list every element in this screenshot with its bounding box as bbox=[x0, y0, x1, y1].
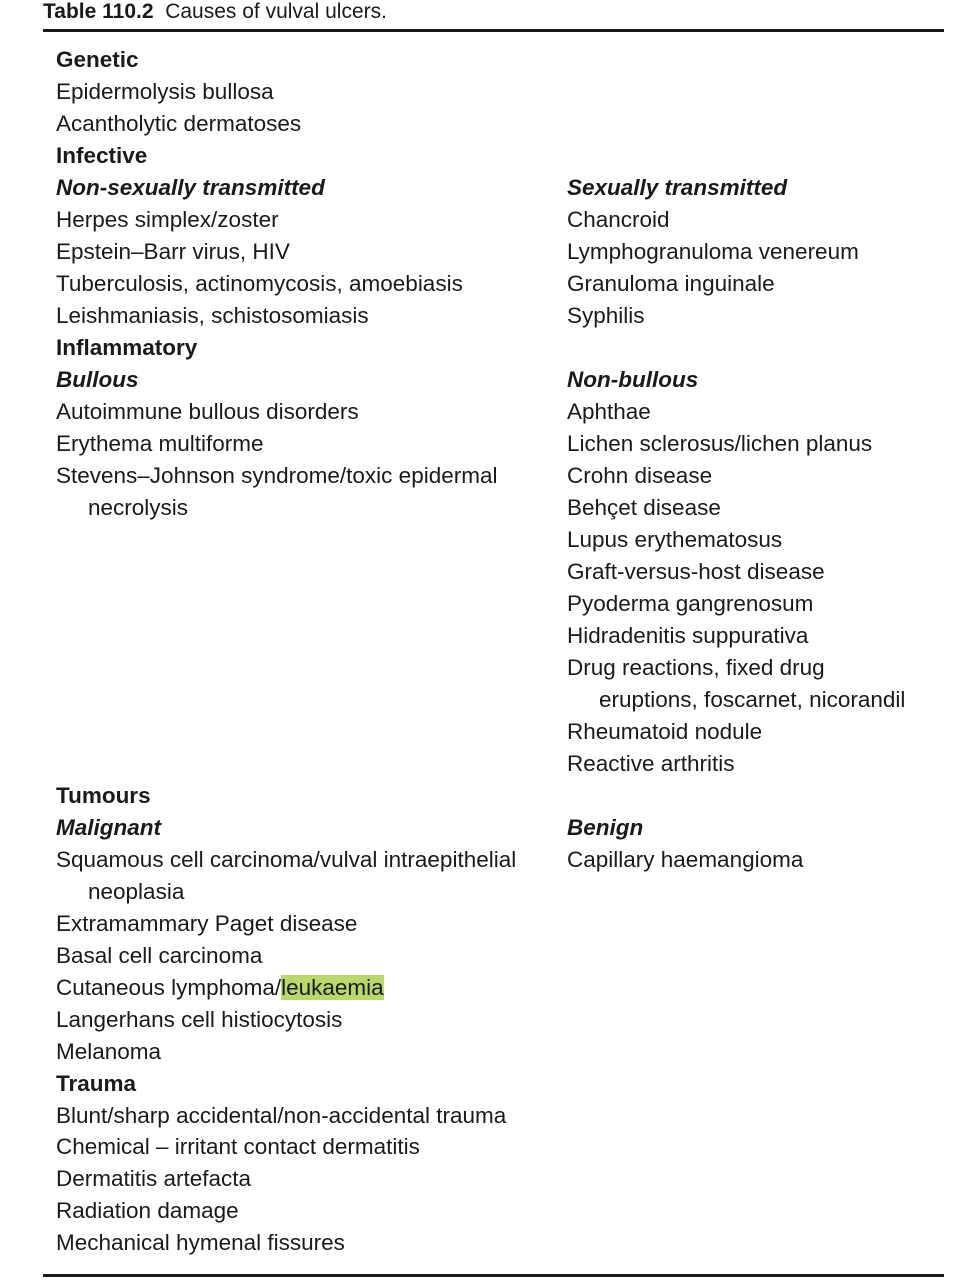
subheading-non-bullous: Non-bullous bbox=[567, 367, 699, 392]
list-item-continuation: necrolysis bbox=[88, 495, 189, 520]
list-item: Aphthae bbox=[567, 399, 651, 424]
list-item: Lupus erythematosus bbox=[567, 527, 783, 552]
list-item: Squamous cell carcinoma/vulval intraepithelial bbox=[56, 847, 517, 872]
list-item: Blunt/sharp accidental/non-accidental trauma bbox=[56, 1103, 507, 1128]
list-item: Rheumatoid nodule bbox=[567, 719, 763, 744]
list-item: Tuberculosis, actinomycosis, amoebiasis bbox=[56, 271, 463, 296]
list-item: Extramammary Paget disease bbox=[56, 911, 358, 936]
heading-trauma: Trauma bbox=[56, 1071, 137, 1096]
list-item: Langerhans cell histiocytosis bbox=[56, 1007, 343, 1032]
list-item: Crohn disease bbox=[567, 463, 713, 488]
subheading-bullous: Bullous bbox=[56, 367, 139, 392]
list-item: Epidermolysis bullosa bbox=[56, 79, 274, 104]
bottom-rule bbox=[43, 1274, 944, 1277]
subheading-malignant: Malignant bbox=[56, 815, 161, 840]
list-item: Erythema multiforme bbox=[56, 431, 264, 456]
list-item: Autoimmune bullous disorders bbox=[56, 399, 359, 424]
list-item: Radiation damage bbox=[56, 1198, 239, 1223]
list-item: Herpes simplex/zoster bbox=[56, 207, 279, 232]
list-item-continuation: eruptions, foscarnet, nicorandil bbox=[599, 687, 906, 712]
subheading-non-sexually-transmitted: Non-sexually transmitted bbox=[56, 175, 325, 200]
list-item: Hidradenitis suppurativa bbox=[567, 623, 809, 648]
list-item: Lichen sclerosus/lichen planus bbox=[567, 431, 873, 456]
list-item: Reactive arthritis bbox=[567, 751, 735, 776]
list-item: Stevens–Johnson syndrome/toxic epidermal bbox=[56, 463, 498, 488]
heading-inflammatory: Inflammatory bbox=[56, 335, 198, 360]
list-item: Melanoma bbox=[56, 1039, 162, 1064]
list-item: Graft-versus-host disease bbox=[567, 559, 825, 584]
list-item-continuation: neoplasia bbox=[88, 879, 185, 904]
table-caption bbox=[43, 0, 387, 25]
list-item: Pyoderma gangrenosum bbox=[567, 591, 814, 616]
list-item: Behçet disease bbox=[567, 495, 721, 520]
list-item: Basal cell carcinoma bbox=[56, 943, 263, 968]
list-item: Dermatitis artefacta bbox=[56, 1166, 252, 1191]
list-item: Epstein–Barr virus, HIV bbox=[56, 239, 290, 264]
list-item bbox=[56, 972, 384, 1004]
table-title: Causes of vulval ulcers. bbox=[165, 0, 387, 23]
lymphoma-text: Cutaneous lymphoma/ bbox=[56, 975, 282, 1000]
top-rule bbox=[43, 29, 944, 32]
subheading-benign: Benign bbox=[567, 815, 644, 840]
list-item: Acantholytic dermatoses bbox=[56, 111, 302, 136]
list-item: Mechanical hymenal fissures bbox=[56, 1230, 345, 1255]
list-item: Capillary haemangioma bbox=[567, 847, 804, 872]
list-item: Syphilis bbox=[567, 303, 645, 328]
list-item: Chemical – irritant contact dermatitis bbox=[56, 1134, 420, 1159]
list-item: Lymphogranuloma venereum bbox=[567, 239, 859, 264]
list-item: Granuloma inguinale bbox=[567, 271, 775, 296]
subheading-sexually-transmitted: Sexually transmitted bbox=[567, 175, 788, 200]
table-number: Table 110.2 bbox=[43, 0, 154, 23]
heading-tumours: Tumours bbox=[56, 783, 151, 808]
heading-genetic: Genetic bbox=[56, 47, 139, 72]
list-item: Chancroid bbox=[567, 207, 670, 232]
highlighted-text: leukaemia bbox=[281, 975, 384, 1000]
list-item: Drug reactions, fixed drug bbox=[567, 655, 825, 680]
list-item: Leishmaniasis, schistosomiasis bbox=[56, 303, 369, 328]
heading-infective: Infective bbox=[56, 143, 148, 168]
